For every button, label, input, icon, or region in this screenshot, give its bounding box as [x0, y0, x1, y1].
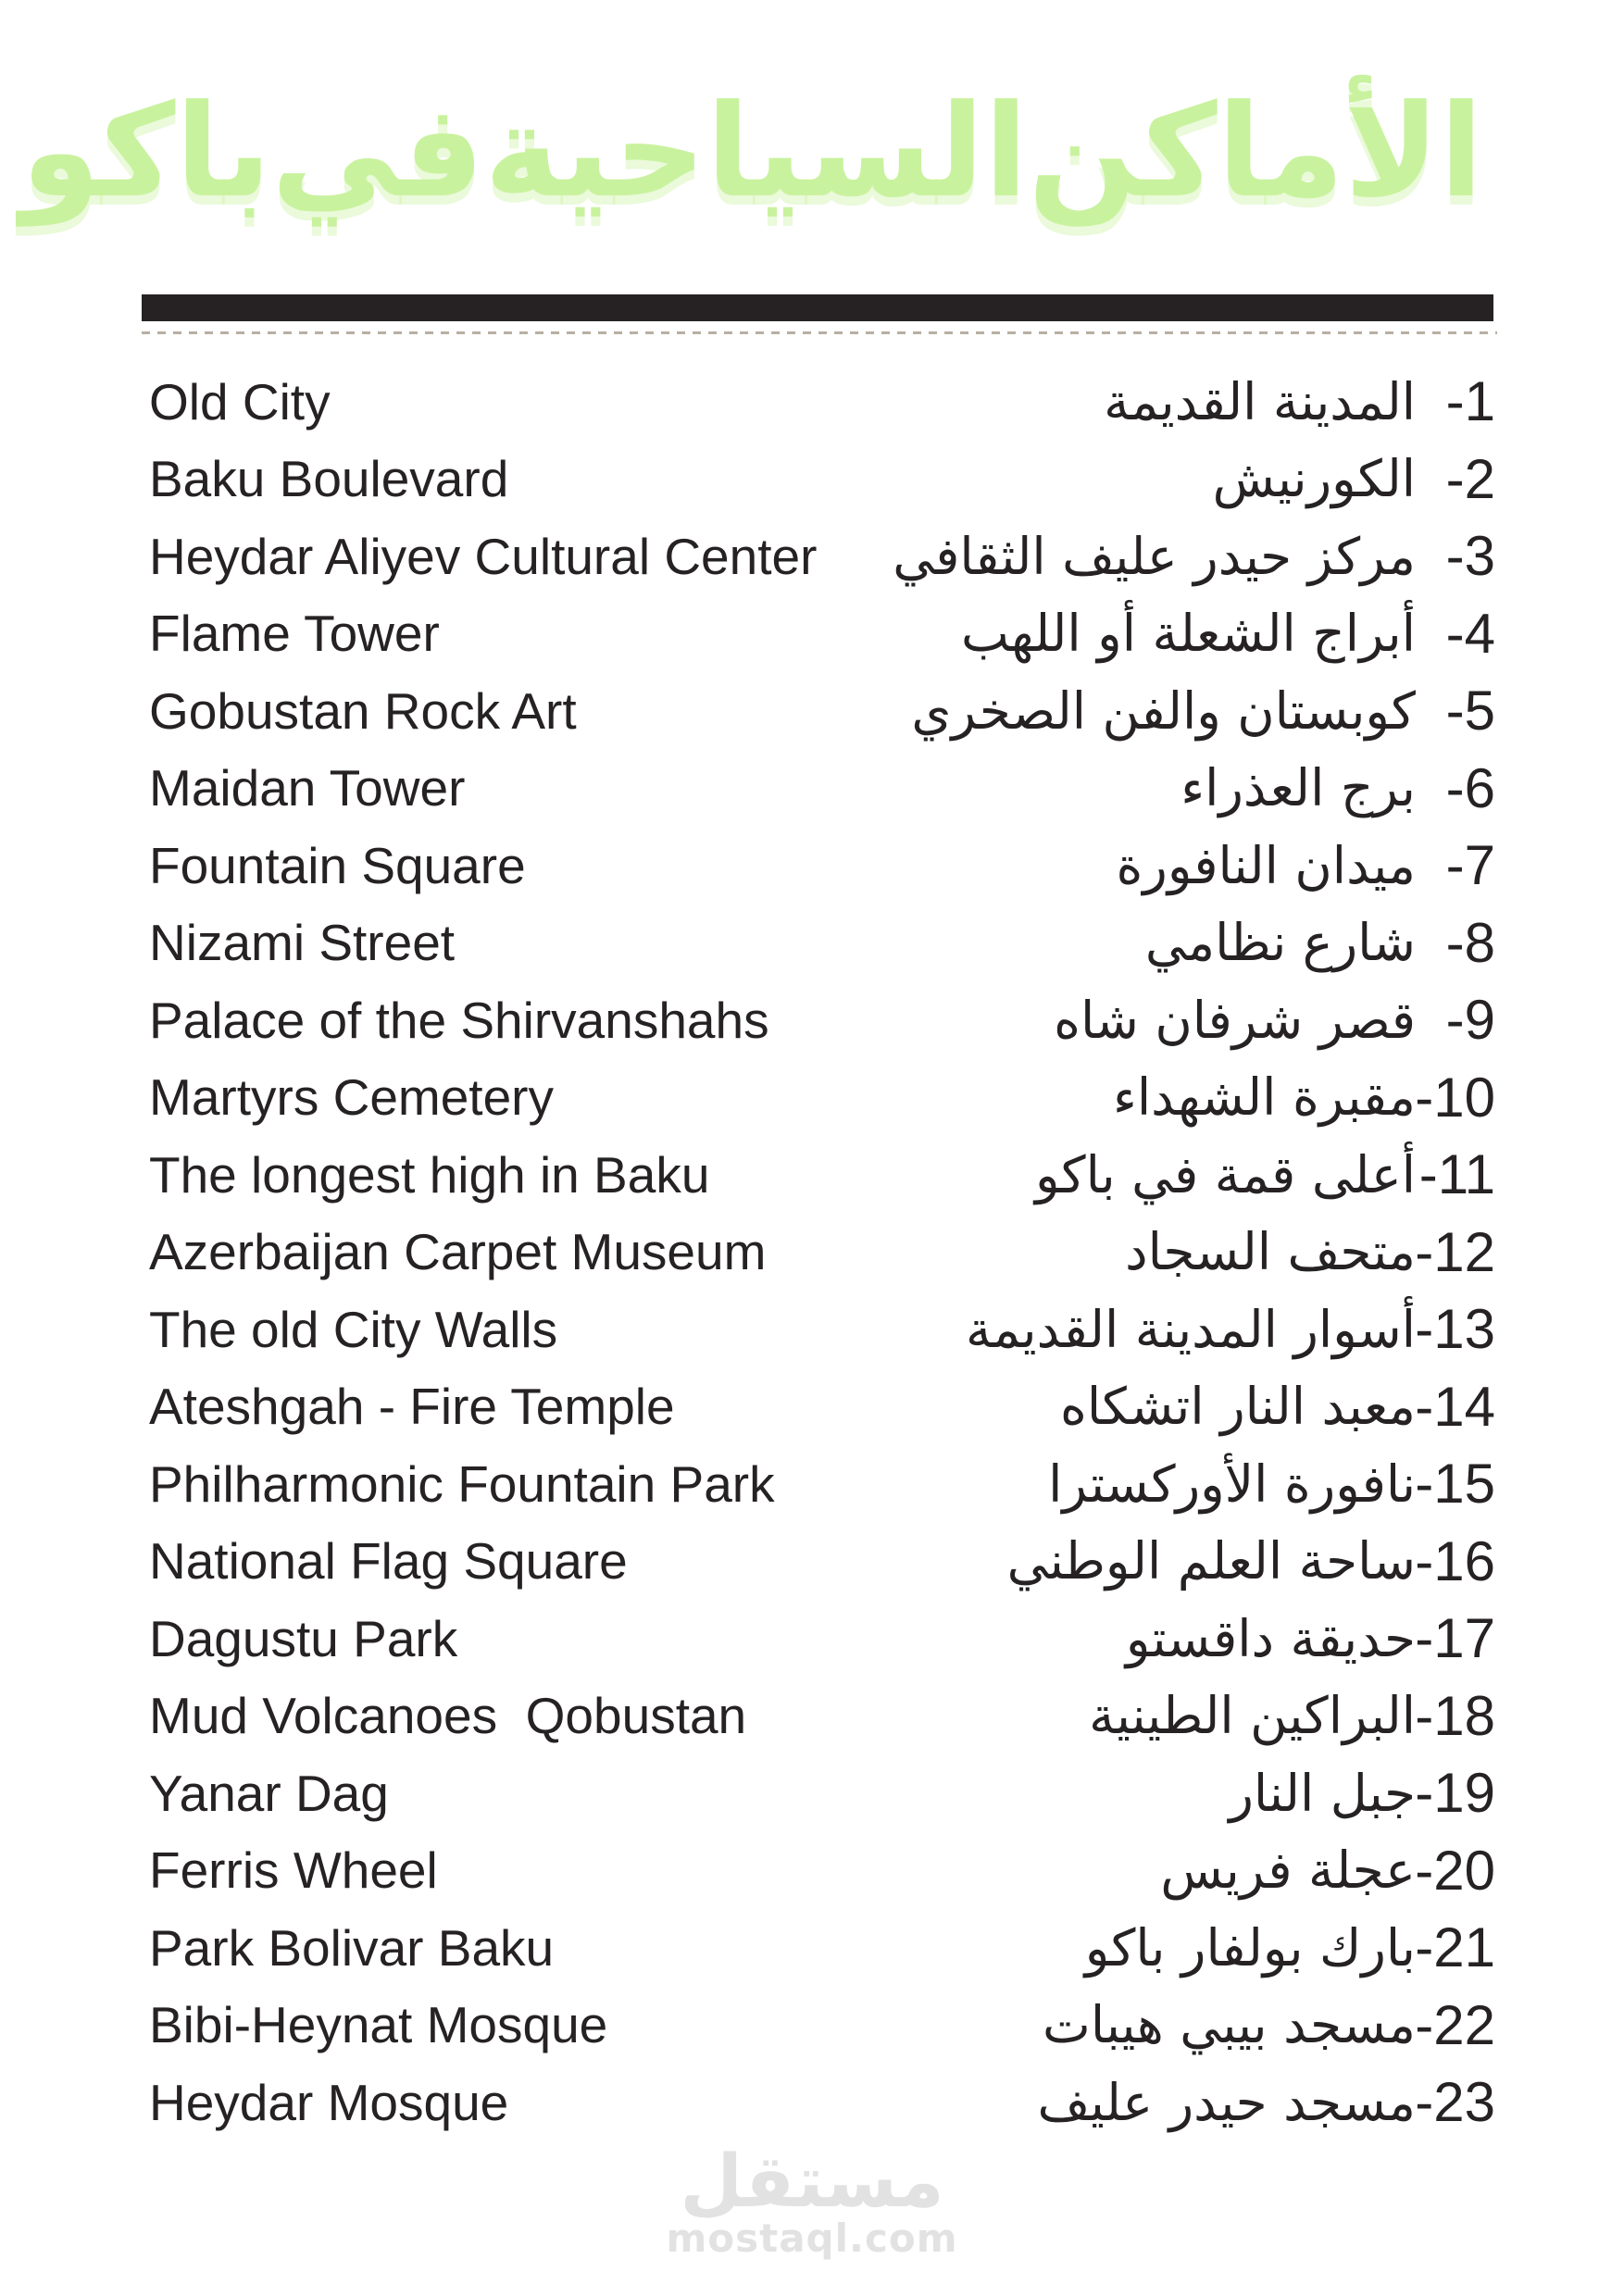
item-name-english: Martyrs Cemetery [149, 1068, 554, 1127]
item-name-english: Baku Boulevard [149, 450, 509, 508]
item-name-arabic: مقبرة الشهداء [1113, 1067, 1416, 1128]
item-name-english: Dagustu Park [149, 1609, 458, 1667]
item-name-arabic: برج العذراء [1181, 758, 1416, 818]
item-number: 1- [1445, 370, 1495, 433]
item-arabic-group [911, 679, 1495, 742]
item-name-english: The old City Walls [149, 1300, 558, 1358]
item-name-arabic: أبراج الشعلة أو اللهب [961, 604, 1416, 664]
item-arabic-group [1007, 1529, 1495, 1593]
item-number: 5- [1445, 680, 1495, 742]
item-name-english: Ateshgah - Fire Temple [149, 1378, 675, 1436]
item-number: 2- [1445, 447, 1495, 510]
item-arabic-group [1104, 369, 1495, 433]
item-number: 19- [1415, 1762, 1495, 1825]
list-row [142, 672, 1495, 750]
item-number: 22- [1415, 1993, 1495, 2056]
item-name-english: Flame Tower [149, 605, 440, 663]
item-arabic-group [893, 524, 1495, 588]
item-arabic-group [1035, 1142, 1495, 1206]
item-name-arabic: عجلة فريس [1160, 1841, 1416, 1901]
item-name-english: Gobustan Rock Art [149, 681, 577, 740]
list-row [142, 518, 1495, 595]
list-row [142, 2064, 1495, 2141]
item-name-english: Fountain Square [149, 836, 526, 894]
item-name-arabic: شارع نظامي [1144, 913, 1416, 973]
item-number: 16- [1415, 1529, 1495, 1592]
item-number: 10- [1415, 1066, 1495, 1129]
item-name-english: Yanar Dag [149, 1764, 389, 1822]
item-name-english: Mud Volcanoes Qobustan [149, 1687, 747, 1745]
dashed-rule [142, 331, 1497, 334]
places-list [142, 363, 1495, 2141]
item-name-arabic: قصر شرفان شاه [1054, 990, 1416, 1050]
item-name-arabic: مسجد حيدر عليف [1037, 2072, 1416, 2132]
item-name-english: The longest high in Baku [149, 1145, 710, 1204]
item-arabic-group [1089, 1684, 1495, 1748]
item-number: 3- [1445, 525, 1495, 588]
item-number: 4- [1445, 602, 1495, 665]
page-title [20, 72, 1483, 232]
item-name-arabic: الكورنيش [1212, 449, 1416, 509]
title-word: باكو [20, 77, 272, 226]
item-arabic-group [1054, 988, 1495, 1052]
list-row [142, 1136, 1495, 1214]
item-number: 6- [1445, 756, 1495, 819]
item-name-english: Heydar Aliyev Cultural Center [149, 527, 818, 585]
item-arabic-group [1213, 447, 1495, 511]
item-number: 13- [1415, 1298, 1495, 1361]
item-name-arabic: حديقة داقستو [1125, 1608, 1416, 1668]
item-arabic-group [1113, 1066, 1495, 1129]
item-arabic-group [1160, 1839, 1495, 1903]
item-name-english: Azerbaijan Carpet Museum [149, 1223, 767, 1281]
mostaql-watermark [0, 2140, 1624, 2261]
item-arabic-group [1145, 911, 1495, 975]
item-name-english: Nizami Street [149, 914, 456, 972]
item-name-arabic: نافورة الأوركسترا [1048, 1454, 1416, 1514]
list-row [142, 1909, 1495, 1987]
mostaql-domain: mostaql.com [666, 2215, 958, 2261]
list-row [142, 1291, 1495, 1368]
list-row [142, 1523, 1495, 1601]
title-word: السياحية [484, 77, 1029, 226]
item-name-arabic: ميدان النافورة [1116, 835, 1416, 895]
item-number: 23- [1415, 2071, 1495, 2134]
item-name-arabic: مسجد بيبي هيبات [1043, 1995, 1416, 2055]
item-name-arabic: بارك بولفار باكو [1084, 1917, 1416, 1978]
item-name-english: Park Bolivar Baku [149, 1918, 555, 1977]
list-row [142, 1987, 1495, 2065]
item-arabic-group [966, 1297, 1495, 1361]
title-word: في [271, 77, 485, 226]
item-arabic-group [1229, 1761, 1495, 1825]
item-name-english: Palace of the Shirvanshahs [149, 991, 769, 1049]
item-name-english: Ferris Wheel [149, 1841, 438, 1900]
item-name-english: Maidan Tower [149, 759, 466, 817]
list-row [142, 1832, 1495, 1910]
list-row [142, 1445, 1495, 1523]
item-number: 12- [1415, 1220, 1495, 1283]
item-name-arabic: البراكين الطينية [1089, 1686, 1416, 1746]
item-name-english: Bibi-Heynat Mosque [149, 1996, 608, 2054]
item-arabic-group [1038, 2070, 1495, 2134]
item-arabic-group [1181, 756, 1495, 820]
item-name-arabic: المدينة القديمة [1104, 371, 1416, 431]
item-name-arabic: ساحة العلم الوطني [1006, 1531, 1416, 1591]
list-row [142, 750, 1495, 828]
item-name-arabic: أعلى قمة في باكو [1035, 1144, 1416, 1204]
item-arabic-group [1060, 1375, 1495, 1439]
title-word: الأماكن [1028, 77, 1483, 226]
divider-bar [142, 294, 1493, 321]
item-arabic-group [1048, 1452, 1495, 1516]
item-name-arabic: أسوار المدينة القديمة [965, 1299, 1416, 1359]
item-name-arabic: جبل النار [1229, 1763, 1416, 1823]
list-row [142, 981, 1495, 1059]
item-name-arabic: مركز حيدر عليف الثقافي [893, 526, 1416, 586]
item-arabic-group [1125, 1220, 1495, 1284]
item-number: 14- [1415, 1375, 1495, 1438]
item-number: 17- [1415, 1607, 1495, 1670]
item-number: 11- [1418, 1143, 1495, 1206]
item-name-arabic: متحف السجاد [1125, 1222, 1416, 1282]
item-name-english: Heydar Mosque [149, 2073, 509, 2131]
item-number: 18- [1415, 1684, 1495, 1747]
item-name-arabic: معبد النار اتشكاه [1060, 1377, 1416, 1437]
item-name-english: Old City [149, 372, 331, 430]
item-number: 15- [1415, 1453, 1495, 1516]
list-row [142, 905, 1495, 982]
list-row [142, 1754, 1495, 1832]
item-number: 8- [1445, 911, 1495, 974]
item-number: 21- [1415, 1916, 1495, 1979]
item-arabic-group [961, 602, 1495, 666]
item-number: 7- [1445, 834, 1495, 897]
item-arabic-group [1085, 1915, 1495, 1979]
mostaql-logo-arabic: مستقل [680, 2140, 944, 2224]
item-name-arabic: كوبستان والفن الصخري [911, 680, 1416, 741]
item-name-english: National Flag Square [149, 1532, 628, 1591]
list-row [142, 595, 1495, 673]
item-arabic-group [1116, 833, 1495, 897]
list-row [142, 1678, 1495, 1755]
item-number: 9- [1445, 989, 1495, 1052]
list-row [142, 363, 1495, 441]
list-row [142, 1059, 1495, 1137]
list-row [142, 1600, 1495, 1678]
list-row [142, 1214, 1495, 1292]
list-row [142, 827, 1495, 905]
item-name-english: Philharmonic Fountain Park [149, 1454, 775, 1513]
item-arabic-group [1043, 1993, 1495, 2057]
list-row [142, 1368, 1495, 1446]
list-row [142, 441, 1495, 518]
item-number: 20- [1415, 1839, 1495, 1902]
item-arabic-group [1126, 1606, 1495, 1670]
